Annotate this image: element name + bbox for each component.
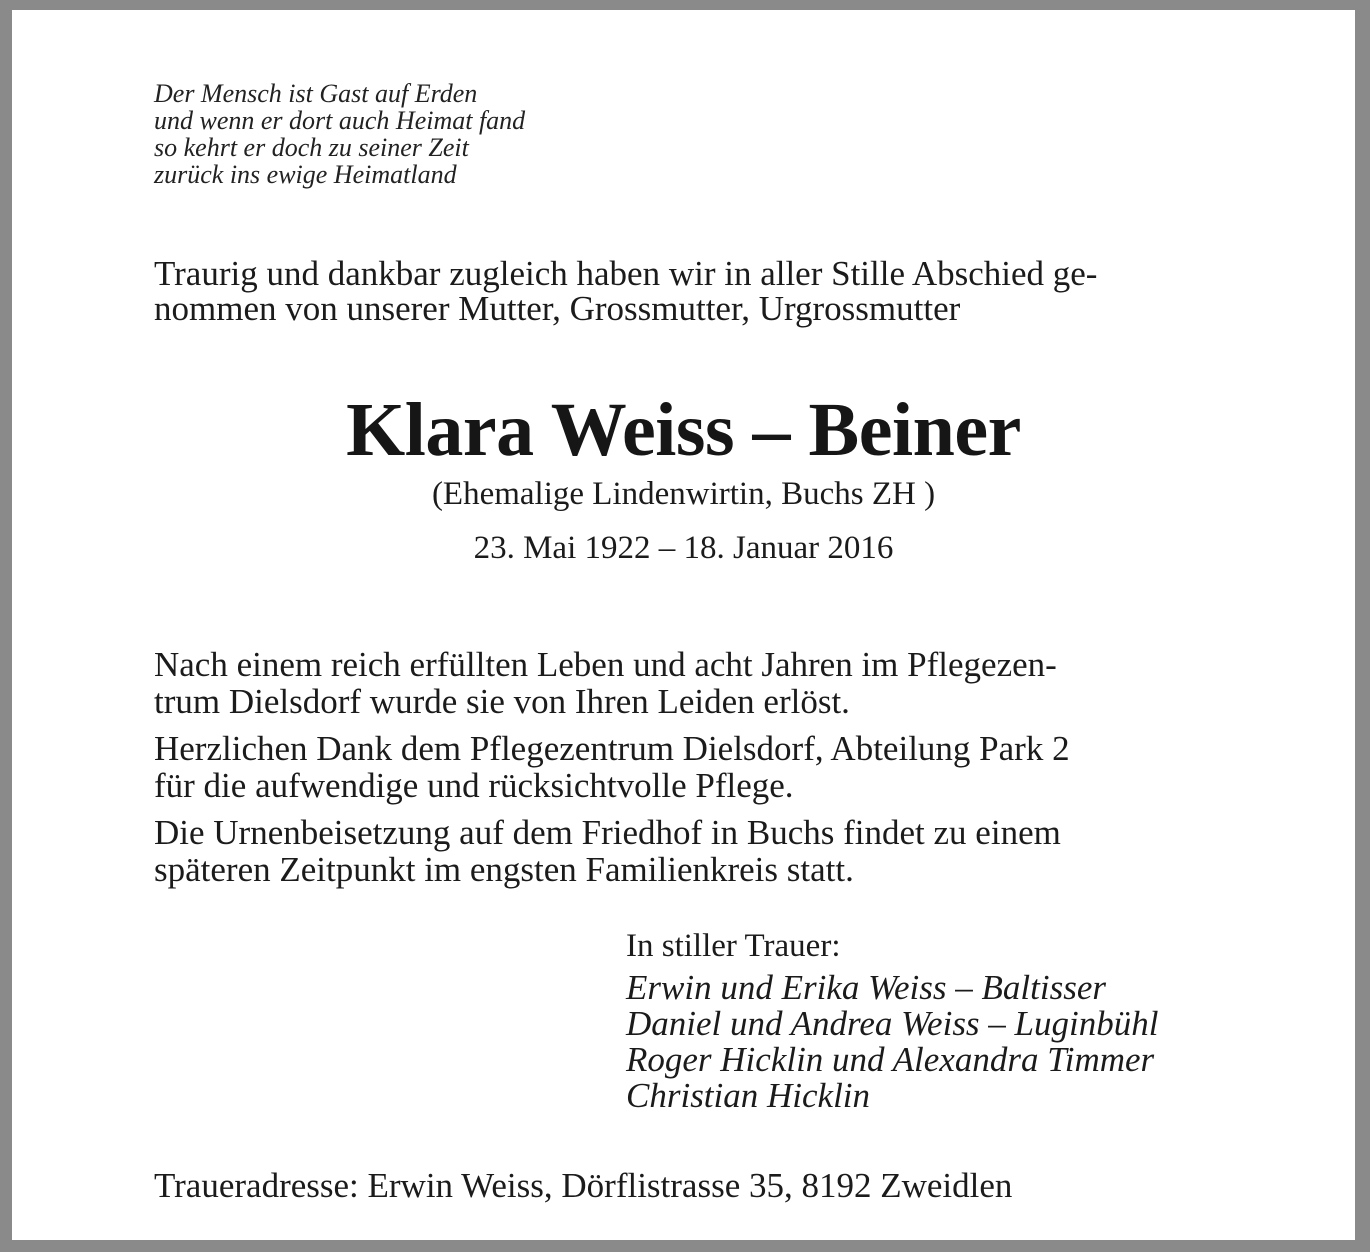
body-text	[154, 636, 1219, 898]
motto-line: so kehrt er doch zu seiner Zeit	[154, 133, 469, 162]
deceased-name: Klara Weiss – Beiner	[346, 388, 1021, 472]
mourner-name: Erwin und Erika Weiss – Baltisser	[626, 968, 1106, 1007]
body-line: Die Urnenbeisetzung auf dem Friedhof in Buchs findet zu einem	[154, 813, 1061, 852]
motto-poem	[154, 80, 525, 188]
mourners-heading: In stiller Trauer:	[626, 928, 841, 964]
mourner-name: Christian Hicklin	[626, 1076, 871, 1115]
body-line: Herzlichen Dank dem Pflegezentrum Dielsdorf, Abteilung Park 2	[154, 729, 1070, 768]
mourning-address: Traueradresse: Erwin Weiss, Dörflistrasse 35, 8192 Zweidlen	[154, 1166, 1013, 1205]
mourners-list	[626, 970, 1158, 1114]
intro-line: nommen von unserer Mutter, Grossmutter, Urgrossmutter	[154, 289, 961, 328]
life-dates: 23. Mai 1922 – 18. Januar 2016	[473, 530, 894, 566]
deceased-subtitle: (Ehemalige Lindenwirtin, Buchs ZH )	[431, 476, 936, 512]
obituary-page	[12, 10, 1355, 1240]
motto-line: Der Mensch ist Gast auf Erden	[154, 79, 478, 108]
intro-line: Traurig und dankbar zugleich haben wir in aller Stille Abschied ge-	[154, 254, 1098, 293]
body-line: Nach einem reich erfüllten Leben und acht Jahren im Pflegezen-	[154, 645, 1057, 684]
body-line: für die aufwendige und rücksichtvolle Pflege.	[154, 766, 794, 805]
mourner-name: Daniel und Andrea Weiss – Luginbühl	[626, 1004, 1159, 1043]
body-line: späteren Zeitpunkt im engsten Familienkreis statt.	[154, 850, 854, 889]
motto-line: zurück ins ewige Heimatland	[154, 160, 457, 189]
body-line: trum Dielsdorf wurde sie von Ihren Leiden erlöst.	[154, 682, 850, 721]
mourner-name: Roger Hicklin und Alexandra Timmer	[626, 1040, 1155, 1079]
motto-line: und wenn er dort auch Heimat fand	[154, 106, 526, 135]
intro-text	[154, 256, 1219, 326]
